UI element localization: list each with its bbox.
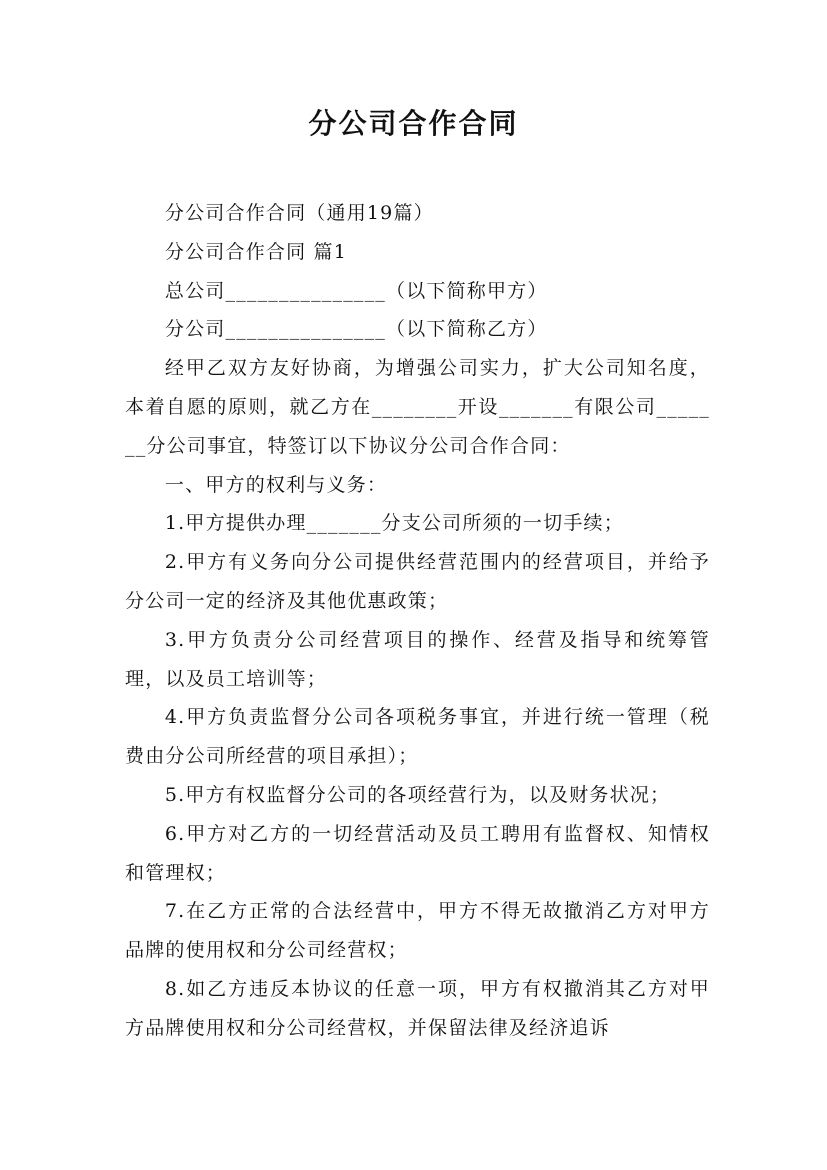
paragraph-clause-6: 6.甲方对乙方的一切经营活动及员工聘用有监督权、知情权和管理权；	[125, 822, 710, 884]
paragraph-clause-4: 4.甲方负责监督分公司各项税务事宜，并进行统一管理（税费由分公司所经营的项目承担）；	[125, 706, 710, 768]
paragraph-clause-8: 8.如乙方违反本协议的任意一项，甲方有权撤消其乙方对甲方品牌使用权和分公司经营权，并保留法律及经济追诉	[125, 977, 710, 1039]
document-body	[125, 194, 710, 1048]
paragraph-clause-5: 5.甲方有权监督分公司的各项经营行为，以及财务状况；	[164, 783, 671, 806]
paragraph-clause-heading: 一、甲方的权利与义务：	[164, 473, 388, 496]
paragraph-clause-3: 3.甲方负责分公司经营项目的操作、经营及指导和统筹管理，以及员工培训等；	[125, 628, 710, 690]
paragraph-subtitle: 分公司合作合同（通用19篇）	[164, 202, 434, 224]
paragraph-clause-7: 7.在乙方正常的合法经营中，甲方不得无故撤消乙方对甲方品牌的使用权和分公司经营权；	[125, 900, 710, 962]
paragraph-clause-1: 1.甲方提供办理_______分支公司所须的一切手续；	[164, 512, 624, 535]
paragraph-party-a: 总公司_______________（以下简称甲方）	[164, 279, 548, 302]
paragraph-section-heading: 分公司合作合同 篇1	[164, 240, 348, 263]
paragraph-clause-2: 2.甲方有义务向分公司提供经营范围内的经营项目，并给予分公司一定的经济及其他优惠政策；	[125, 551, 710, 612]
paragraph-preamble: 经甲乙双方友好协商，为增强公司实力，扩大公司知名度，本着自愿的原则，就乙方在________开设_______有限公司_______分公司事宜，特签订以下协议分公司合作合同：	[125, 357, 710, 457]
document-title: 分公司合作合同	[308, 107, 519, 140]
paragraph-party-b: 分公司_______________（以下简称乙方）	[164, 318, 548, 341]
